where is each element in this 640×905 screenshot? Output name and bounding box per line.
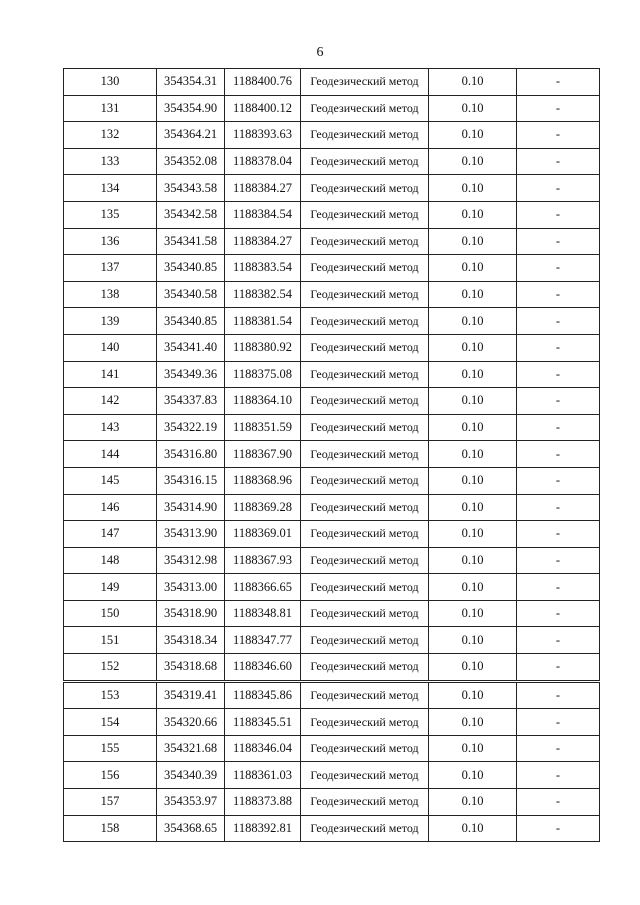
cell-point: 156 xyxy=(64,762,157,789)
cell-point: 138 xyxy=(64,281,157,308)
cell-note: - xyxy=(517,388,600,415)
cell-y: 1188364.10 xyxy=(225,388,301,415)
cell-x: 354314.90 xyxy=(157,494,225,521)
cell-point: 158 xyxy=(64,815,157,842)
table-row xyxy=(64,574,600,601)
cell-note: - xyxy=(517,361,600,388)
cell-accuracy: 0.10 xyxy=(429,654,517,682)
table-row xyxy=(64,334,600,361)
cell-point: 151 xyxy=(64,627,157,654)
cell-x: 354354.90 xyxy=(157,95,225,122)
cell-note: - xyxy=(517,574,600,601)
cell-accuracy: 0.10 xyxy=(429,95,517,122)
cell-note: - xyxy=(517,175,600,202)
cell-accuracy: 0.10 xyxy=(429,361,517,388)
cell-method: Геодезический метод xyxy=(301,281,429,308)
table-row xyxy=(64,308,600,335)
table-row xyxy=(64,388,600,415)
cell-accuracy: 0.10 xyxy=(429,148,517,175)
cell-method: Геодезический метод xyxy=(301,735,429,762)
cell-y: 1188392.81 xyxy=(225,815,301,842)
table-row xyxy=(64,201,600,228)
cell-x: 354312.98 xyxy=(157,547,225,574)
cell-accuracy: 0.10 xyxy=(429,735,517,762)
cell-y: 1188369.28 xyxy=(225,494,301,521)
cell-method: Геодезический метод xyxy=(301,148,429,175)
cell-point: 130 xyxy=(64,69,157,96)
cell-method: Геодезический метод xyxy=(301,600,429,627)
cell-point: 140 xyxy=(64,334,157,361)
table-row xyxy=(64,281,600,308)
cell-method: Геодезический метод xyxy=(301,201,429,228)
cell-note: - xyxy=(517,441,600,468)
cell-x: 354318.34 xyxy=(157,627,225,654)
cell-method: Геодезический метод xyxy=(301,627,429,654)
cell-note: - xyxy=(517,281,600,308)
cell-note: - xyxy=(517,414,600,441)
table-row xyxy=(64,69,600,96)
table-row xyxy=(64,654,600,682)
cell-point: 150 xyxy=(64,600,157,627)
cell-y: 1188381.54 xyxy=(225,308,301,335)
cell-y: 1188384.54 xyxy=(225,201,301,228)
cell-accuracy: 0.10 xyxy=(429,281,517,308)
cell-point: 152 xyxy=(64,654,157,682)
cell-method: Геодезический метод xyxy=(301,122,429,149)
cell-accuracy: 0.10 xyxy=(429,69,517,96)
cell-point: 137 xyxy=(64,255,157,282)
cell-point: 131 xyxy=(64,95,157,122)
cell-method: Геодезический метод xyxy=(301,547,429,574)
cell-note: - xyxy=(517,789,600,816)
cell-x: 354340.85 xyxy=(157,308,225,335)
cell-x: 354364.21 xyxy=(157,122,225,149)
cell-x: 354352.08 xyxy=(157,148,225,175)
cell-accuracy: 0.10 xyxy=(429,175,517,202)
cell-x: 354337.83 xyxy=(157,388,225,415)
cell-note: - xyxy=(517,762,600,789)
cell-y: 1188345.51 xyxy=(225,709,301,736)
cell-method: Геодезический метод xyxy=(301,762,429,789)
cell-method: Геодезический метод xyxy=(301,441,429,468)
table-row xyxy=(64,175,600,202)
cell-x: 354313.90 xyxy=(157,521,225,548)
cell-method: Геодезический метод xyxy=(301,414,429,441)
cell-point: 139 xyxy=(64,308,157,335)
cell-accuracy: 0.10 xyxy=(429,334,517,361)
cell-point: 147 xyxy=(64,521,157,548)
cell-note: - xyxy=(517,521,600,548)
cell-y: 1188380.92 xyxy=(225,334,301,361)
cell-note: - xyxy=(517,681,600,709)
cell-y: 1188345.86 xyxy=(225,681,301,709)
cell-accuracy: 0.10 xyxy=(429,762,517,789)
cell-point: 155 xyxy=(64,735,157,762)
cell-point: 146 xyxy=(64,494,157,521)
cell-x: 354320.66 xyxy=(157,709,225,736)
cell-note: - xyxy=(517,494,600,521)
cell-x: 354322.19 xyxy=(157,414,225,441)
cell-point: 145 xyxy=(64,467,157,494)
cell-accuracy: 0.10 xyxy=(429,681,517,709)
cell-method: Геодезический метод xyxy=(301,361,429,388)
cell-x: 354354.31 xyxy=(157,69,225,96)
cell-note: - xyxy=(517,122,600,149)
table-row xyxy=(64,735,600,762)
cell-x: 354340.39 xyxy=(157,762,225,789)
cell-x: 354368.65 xyxy=(157,815,225,842)
table-row xyxy=(64,95,600,122)
cell-x: 354318.90 xyxy=(157,600,225,627)
table-row xyxy=(64,627,600,654)
cell-y: 1188382.54 xyxy=(225,281,301,308)
coordinates-table-body xyxy=(64,69,600,842)
cell-x: 354342.58 xyxy=(157,201,225,228)
cell-note: - xyxy=(517,95,600,122)
cell-point: 135 xyxy=(64,201,157,228)
cell-y: 1188378.04 xyxy=(225,148,301,175)
cell-x: 354341.40 xyxy=(157,334,225,361)
table-row xyxy=(64,228,600,255)
cell-accuracy: 0.10 xyxy=(429,789,517,816)
cell-y: 1188384.27 xyxy=(225,175,301,202)
cell-accuracy: 0.10 xyxy=(429,441,517,468)
cell-accuracy: 0.10 xyxy=(429,308,517,335)
cell-y: 1188384.27 xyxy=(225,228,301,255)
page-number: 6 xyxy=(316,45,324,60)
cell-accuracy: 0.10 xyxy=(429,255,517,282)
cell-point: 133 xyxy=(64,148,157,175)
table-row xyxy=(64,762,600,789)
table-row xyxy=(64,148,600,175)
cell-y: 1188347.77 xyxy=(225,627,301,654)
cell-note: - xyxy=(517,547,600,574)
cell-point: 144 xyxy=(64,441,157,468)
cell-accuracy: 0.10 xyxy=(429,600,517,627)
cell-accuracy: 0.10 xyxy=(429,574,517,601)
cell-y: 1188375.08 xyxy=(225,361,301,388)
cell-accuracy: 0.10 xyxy=(429,228,517,255)
cell-accuracy: 0.10 xyxy=(429,201,517,228)
cell-y: 1188367.90 xyxy=(225,441,301,468)
cell-note: - xyxy=(517,654,600,682)
table-row xyxy=(64,521,600,548)
cell-point: 149 xyxy=(64,574,157,601)
cell-method: Геодезический метод xyxy=(301,388,429,415)
cell-accuracy: 0.10 xyxy=(429,547,517,574)
cell-y: 1188400.12 xyxy=(225,95,301,122)
cell-y: 1188351.59 xyxy=(225,414,301,441)
cell-x: 354321.68 xyxy=(157,735,225,762)
table-row xyxy=(64,255,600,282)
cell-point: 143 xyxy=(64,414,157,441)
cell-note: - xyxy=(517,334,600,361)
cell-note: - xyxy=(517,627,600,654)
table-row xyxy=(64,789,600,816)
cell-y: 1188369.01 xyxy=(225,521,301,548)
cell-accuracy: 0.10 xyxy=(429,709,517,736)
cell-x: 354349.36 xyxy=(157,361,225,388)
cell-accuracy: 0.10 xyxy=(429,521,517,548)
cell-accuracy: 0.10 xyxy=(429,627,517,654)
cell-accuracy: 0.10 xyxy=(429,414,517,441)
table-row xyxy=(64,600,600,627)
cell-x: 354341.58 xyxy=(157,228,225,255)
cell-method: Геодезический метод xyxy=(301,681,429,709)
cell-x: 354340.85 xyxy=(157,255,225,282)
table-row xyxy=(64,494,600,521)
cell-note: - xyxy=(517,600,600,627)
cell-point: 132 xyxy=(64,122,157,149)
cell-method: Геодезический метод xyxy=(301,334,429,361)
table-row xyxy=(64,441,600,468)
cell-point: 141 xyxy=(64,361,157,388)
cell-method: Геодезический метод xyxy=(301,521,429,548)
cell-y: 1188346.60 xyxy=(225,654,301,682)
cell-point: 157 xyxy=(64,789,157,816)
cell-note: - xyxy=(517,308,600,335)
table-row xyxy=(64,709,600,736)
cell-note: - xyxy=(517,735,600,762)
cell-point: 154 xyxy=(64,709,157,736)
cell-x: 354343.58 xyxy=(157,175,225,202)
cell-point: 142 xyxy=(64,388,157,415)
cell-y: 1188393.63 xyxy=(225,122,301,149)
cell-note: - xyxy=(517,467,600,494)
cell-method: Геодезический метод xyxy=(301,494,429,521)
cell-y: 1188366.65 xyxy=(225,574,301,601)
cell-method: Геодезический метод xyxy=(301,574,429,601)
cell-accuracy: 0.10 xyxy=(429,815,517,842)
cell-point: 134 xyxy=(64,175,157,202)
cell-x: 354316.80 xyxy=(157,441,225,468)
table-row xyxy=(64,467,600,494)
cell-x: 354353.97 xyxy=(157,789,225,816)
cell-note: - xyxy=(517,201,600,228)
cell-note: - xyxy=(517,228,600,255)
cell-note: - xyxy=(517,255,600,282)
cell-method: Геодезический метод xyxy=(301,308,429,335)
cell-x: 354316.15 xyxy=(157,467,225,494)
cell-y: 1188346.04 xyxy=(225,735,301,762)
cell-y: 1188368.96 xyxy=(225,467,301,494)
cell-point: 148 xyxy=(64,547,157,574)
cell-method: Геодезический метод xyxy=(301,815,429,842)
cell-accuracy: 0.10 xyxy=(429,388,517,415)
cell-y: 1188367.93 xyxy=(225,547,301,574)
table-row xyxy=(64,547,600,574)
cell-y: 1188361.03 xyxy=(225,762,301,789)
coordinates-table xyxy=(63,68,600,842)
table-row xyxy=(64,122,600,149)
cell-method: Геодезический метод xyxy=(301,95,429,122)
cell-method: Геодезический метод xyxy=(301,228,429,255)
table-row xyxy=(64,414,600,441)
cell-method: Геодезический метод xyxy=(301,175,429,202)
cell-accuracy: 0.10 xyxy=(429,494,517,521)
table-row xyxy=(64,815,600,842)
cell-x: 354340.58 xyxy=(157,281,225,308)
cell-x: 354318.68 xyxy=(157,654,225,682)
cell-note: - xyxy=(517,148,600,175)
cell-y: 1188400.76 xyxy=(225,69,301,96)
cell-point: 153 xyxy=(64,681,157,709)
cell-y: 1188373.88 xyxy=(225,789,301,816)
cell-method: Геодезический метод xyxy=(301,654,429,682)
cell-note: - xyxy=(517,815,600,842)
cell-method: Геодезический метод xyxy=(301,255,429,282)
cell-method: Геодезический метод xyxy=(301,709,429,736)
cell-y: 1188383.54 xyxy=(225,255,301,282)
cell-method: Геодезический метод xyxy=(301,69,429,96)
cell-x: 354319.41 xyxy=(157,681,225,709)
cell-y: 1188348.81 xyxy=(225,600,301,627)
cell-x: 354313.00 xyxy=(157,574,225,601)
cell-accuracy: 0.10 xyxy=(429,122,517,149)
cell-method: Геодезический метод xyxy=(301,467,429,494)
cell-method: Геодезический метод xyxy=(301,789,429,816)
cell-note: - xyxy=(517,69,600,96)
table-row xyxy=(64,361,600,388)
table-row xyxy=(64,681,600,709)
cell-note: - xyxy=(517,709,600,736)
cell-point: 136 xyxy=(64,228,157,255)
cell-accuracy: 0.10 xyxy=(429,467,517,494)
